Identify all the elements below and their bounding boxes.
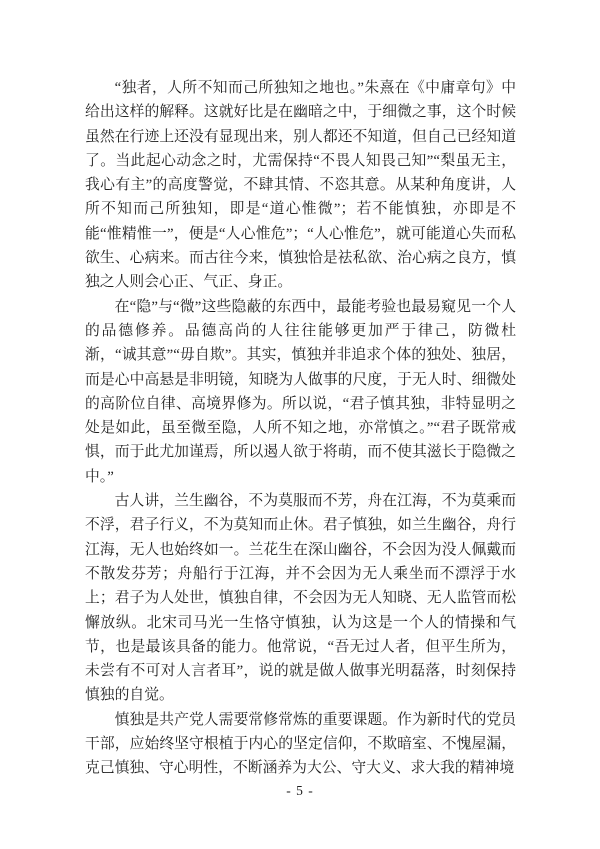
page-footer [0,782,600,800]
paragraph: 在“隐”与“微”这些隐蔽的东西中，最能考验也最易窥见一个人的品德修养。品德高尚的人往往能够更加严于律己，防微杜渐，“诚其意”“毋自欺”。其实，慎独并非追求个体的独处、独居，而是心中高悬是非明镜，知晓为人做事的尺度，于无人时、细微处的高阶位自律、高境界修为。所以说，“君子慎其独，非特显明之处是如此，虽至微至隐，人所不知之地，亦常慎之。”“君子既常戒惧，而于此尤加谨焉，所以遏人欲于将萌，而不使其滋长于隐微之中。” [85,298,516,485]
page-number: - 5 - [286,783,314,798]
paragraph: 慎独是共产党人需要常修常炼的重要课题。作为新时代的党员干部，应始终坚守根植于内心的坚定信仰，不欺暗室、不愧屋漏，克己慎独、守心明性，不断涵养为大公、守大义、求大我的精神境 [85,711,516,777]
paragraph: “独者，人所不知而己所独知之地也。”朱熹在《中庸章句》中给出这样的解释。这就好比是在幽暗之中，于细微之事，这个时候虽然在行迹上还没有显现出来，别人都还不知道，但自己已经知道了。当此起心动念之时，尤需保持“不畏人知畏己知”“梨虽无主，我心有主”的高度警觉，不肆其情、不恣其意。从某种角度讲，人所不知而己所独知，即是“道心惟微”；若不能慎独，亦即是不能“惟精惟一”，便是“人心惟危”；“人心惟危”，就可能道心失而私欲生、心病来。而古往今来，慎独恰是祛私欲、治心病之良方，慎独之人则会心正、气正、身正。 [85,80,516,291]
paragraph: 古人讲，兰生幽谷，不为莫服而不芳，舟在江海，不为莫乘而不浮，君子行义，不为莫知而止休。君子慎独，如兰生幽谷，舟行江海，无人也始终如一。兰花生在深山幽谷，不会因为没人佩戴而不散发芬芳；舟船行于江海，并不会因为无人乘坐而不漂浮于水上；君子为人处世，慎独自律，不会因为无人知晓、无人监管而松懈放纵。北宋司马光一生恪守慎独，认为这是一个人的情操和气节，也是最该具备的能力。他常说，“吾无过人者，但平生所为，未尝有不可对人言者耳”，说的就是做人做事光明磊落，时刻保持慎独的自觉。 [85,493,516,704]
document-body [85,76,516,781]
